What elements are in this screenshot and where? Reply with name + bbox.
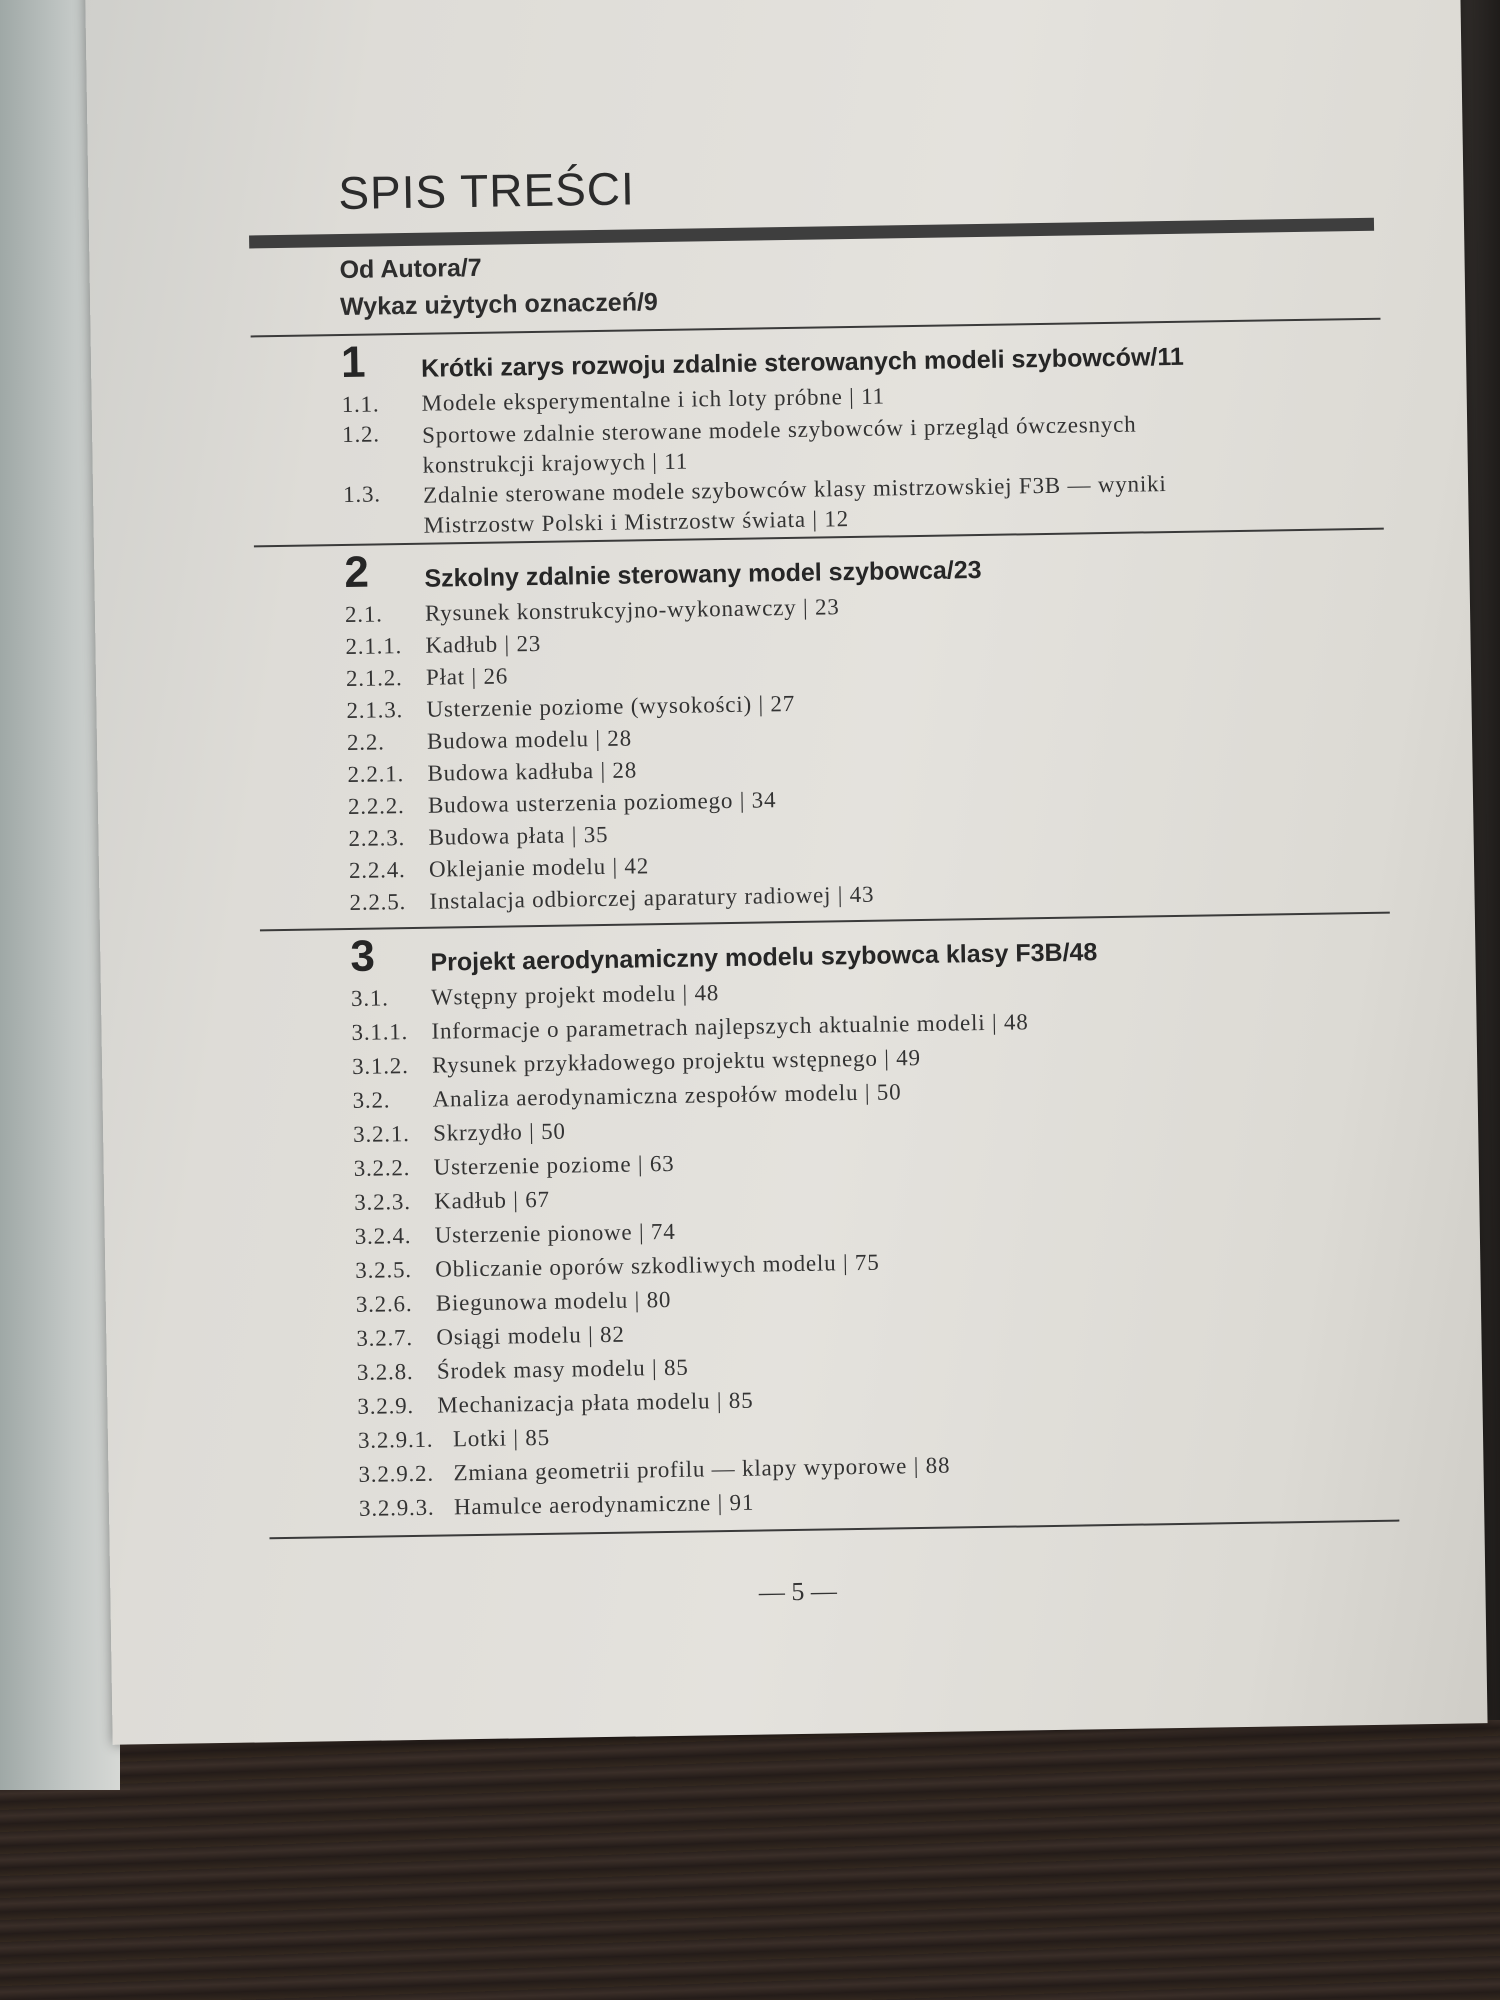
entry-number: 3.2.	[352, 1087, 391, 1113]
entry-number: 3.2.9.	[357, 1393, 415, 1419]
entry-text: Kadłub | 23	[425, 630, 542, 658]
entry-number: 2.2.2.	[347, 793, 405, 819]
section-title: Projekt aerodynamiczny modelu szybowca klasy F3B/48	[430, 938, 1098, 977]
entry-text: Lotki | 85	[452, 1424, 551, 1452]
entry-text: Analiza aerodynamiczna zespołów modelu | 50	[432, 1079, 902, 1112]
entry-number: 1.2.	[341, 421, 381, 448]
entry-text: Osiągi modelu | 82	[436, 1321, 625, 1350]
entry-text: Skrzydło | 50	[432, 1118, 566, 1146]
entry-text: Usterzenie pionowe | 74	[434, 1218, 676, 1248]
entry-number: 3.2.7.	[356, 1325, 414, 1351]
entry-number: 2.1.	[344, 601, 383, 627]
entry-number: 3.1.2.	[351, 1053, 409, 1079]
entry-text: Modele eksperymentalne i ich loty próbne | 11	[421, 383, 886, 416]
entry-text: Mechanizacja płata modelu | 85	[437, 1387, 754, 1418]
entry-text: Instalacja odbiorczej aparatury radiowej | 43	[429, 881, 875, 914]
entry-number: 3.2.9.1.	[357, 1426, 434, 1453]
entry-number: 3.2.9.3.	[358, 1494, 435, 1521]
title-rule	[249, 218, 1374, 249]
section-number: 2	[343, 547, 370, 597]
entry-number: 3.2.4.	[354, 1223, 412, 1249]
entry-number: 2.1.3.	[346, 697, 404, 723]
section-number: 3	[349, 931, 376, 981]
entry-number: 2.1.1.	[345, 633, 403, 659]
entry-text: Zmiana geometrii profilu — klapy wyporowe | 88	[453, 1452, 951, 1486]
entry-number: 3.2.9.2.	[358, 1460, 435, 1487]
page-number: — 5 —	[758, 1576, 838, 1607]
entry-text: Usterzenie poziome (wysokości) | 27	[426, 690, 796, 722]
entry-text: Płat | 26	[425, 663, 509, 690]
entry-number: 3.2.8.	[356, 1359, 414, 1385]
entry-text: Zdalnie sterowane modele szybowców klasy mistrzowskiej F3B — wyniki Mistrzostw Polski i Mistrzostw świata | 12	[422, 471, 1167, 538]
front-matter-item: Wykaz użytych oznaczeń/9	[339, 288, 659, 322]
section-title: Krótki zarys rozwoju zdalnie sterowanych modeli szybowców/11	[420, 342, 1184, 383]
entry-text: Budowa kadłuba | 28	[427, 757, 638, 786]
entry-number: 2.1.2.	[345, 665, 403, 691]
front-matter	[339, 247, 658, 326]
entry-text: Rysunek konstrukcyjno-wykonawczy | 23	[424, 594, 840, 626]
entry-text: Hamulce aerodynamiczne | 91	[453, 1489, 755, 1520]
table-surface	[0, 1700, 1500, 2000]
toc-entry	[343, 468, 1244, 542]
entry-number: 2.2.5.	[349, 889, 407, 915]
entry-number: 3.2.2.	[353, 1155, 411, 1181]
front-matter-item: Od Autora/7	[339, 253, 482, 285]
entry-number: 3.2.1.	[352, 1121, 410, 1147]
entry-text: Wstępny projekt modelu | 48	[430, 980, 720, 1010]
entry-text: Biegunowa modelu | 80	[435, 1286, 672, 1316]
entry-text: Kadłub | 67	[434, 1186, 551, 1214]
entry-number: 3.2.5.	[355, 1257, 413, 1283]
toc-content	[85, 0, 1488, 1745]
entry-text: Środek masy modelu | 85	[436, 1354, 689, 1384]
entry-number: 1.1.	[341, 391, 380, 418]
entry-text: Budowa płata | 35	[428, 821, 609, 850]
entry-number: 3.1.1.	[351, 1019, 409, 1045]
entry-number: 2.2.3.	[348, 825, 406, 851]
entry-text: Sportowe zdalnie sterowane modele szybowców i przegląd ówczesnych konstrukcji krajowych | 11	[421, 411, 1137, 478]
entry-number: 3.2.3.	[354, 1189, 411, 1215]
entry-number: 3.2.6.	[355, 1291, 413, 1317]
book-page	[85, 0, 1488, 1745]
entry-text: Budowa usterzenia poziomego | 34	[427, 787, 777, 818]
section-title: Szkolny zdalnie sterowany model szybowca/23	[424, 555, 982, 593]
entry-number: 2.2.4.	[348, 857, 406, 883]
section-number: 1	[340, 337, 366, 388]
entry-text: Oklejanie modelu | 42	[428, 853, 650, 882]
entry-number: 1.3.	[342, 481, 382, 508]
entry-text: Informacje o parametrach najlepszych aktualnie modeli | 48	[431, 1009, 1029, 1044]
page-title: SPIS TREŚCI	[337, 162, 636, 220]
entry-number: 3.1.	[350, 985, 389, 1011]
entry-text: Obliczanie oporów szkodliwych modelu | 75	[435, 1249, 880, 1282]
entry-text: Rysunek przykładowego projektu wstępnego | 49	[431, 1045, 921, 1078]
entry-number: 2.2.1.	[347, 761, 405, 787]
entry-number: 2.2.	[346, 729, 385, 755]
entry-text: Budowa modelu | 28	[426, 725, 633, 754]
entry-text: Usterzenie poziome | 63	[433, 1150, 675, 1180]
